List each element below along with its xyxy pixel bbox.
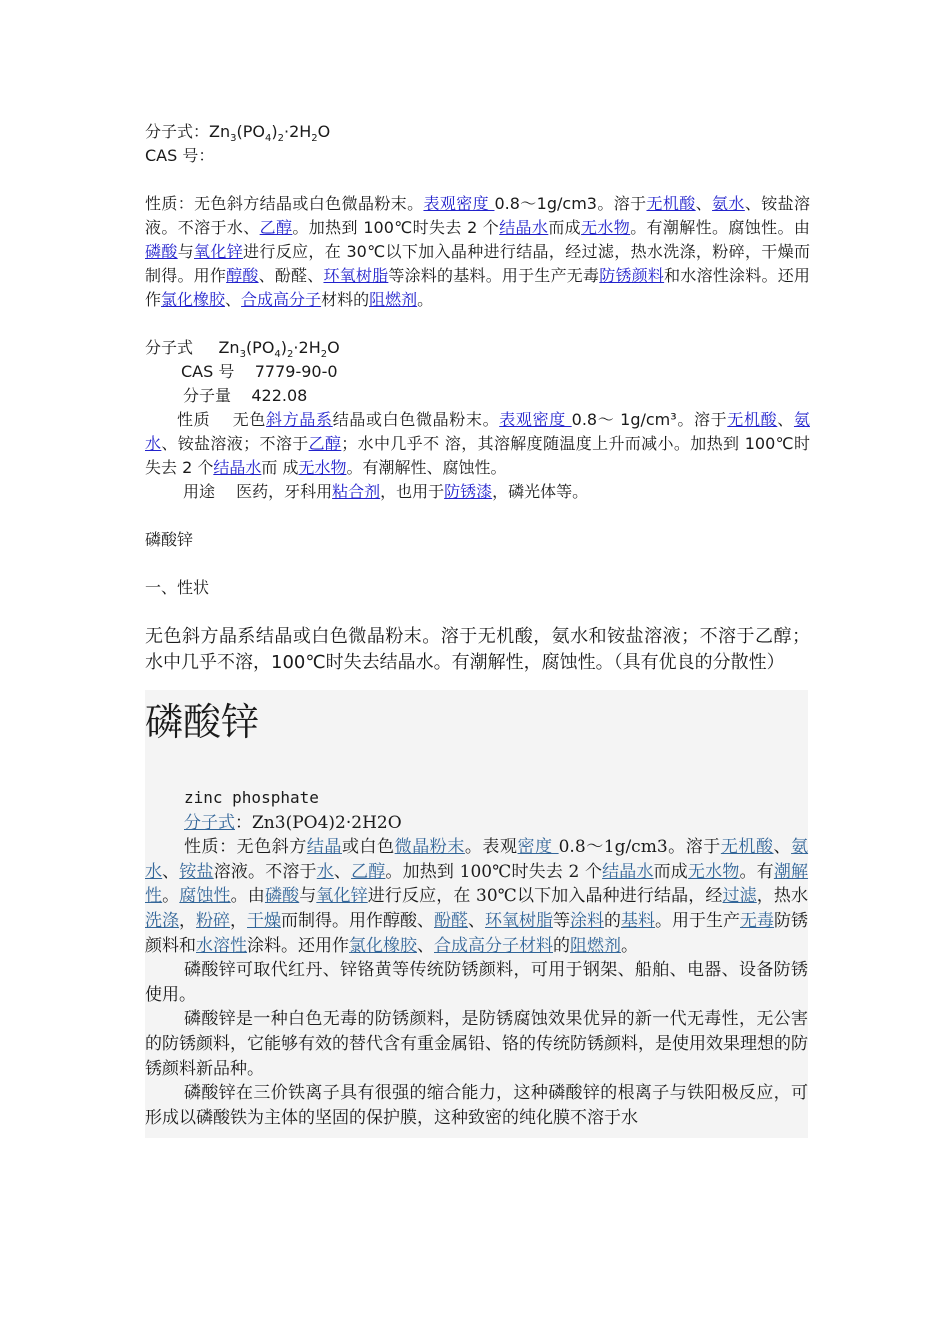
term-link[interactable]: 干燥 <box>247 910 281 931</box>
text-run: 用途 医药，牙科用 <box>183 482 333 501</box>
text-run: 。表观 <box>464 837 518 858</box>
term-link[interactable]: 防锈颜料 <box>599 266 665 285</box>
term-link[interactable]: 密度 <box>517 837 559 858</box>
term-link[interactable]: 水溶性 <box>196 935 247 956</box>
term-link[interactable]: 氯化橡胶 <box>161 290 226 309</box>
term-link[interactable]: 磷酸 <box>145 242 178 261</box>
text-run: 防锈颜料和 <box>145 910 808 956</box>
text-run: 与 <box>177 242 195 261</box>
text-run: 、 <box>468 910 485 931</box>
text-run: 或白色 <box>341 837 395 858</box>
section-summary <box>145 528 810 676</box>
text-run: 、铵盐溶液；不溶于 <box>161 434 309 453</box>
paragraph-replace: 磷酸锌可取代红丹、锌铬黄等传统防锈颜料，可用于钢架、船舶、电器、设备防锈使用。 <box>145 960 808 1005</box>
term-link[interactable]: 无机酸 <box>727 410 778 429</box>
cas-value: 7779-90-0 <box>254 362 338 381</box>
term-link[interactable]: 阻燃剂 <box>369 290 418 309</box>
text-run: 、 <box>417 935 434 956</box>
text-run: 、铵盐溶液。不溶于水、 <box>145 194 810 237</box>
text-run: 与 <box>299 886 317 907</box>
text-run: 。 <box>417 290 434 309</box>
english-name: zinc phosphate <box>184 788 319 807</box>
paragraph-nontoxic: 磷酸锌是一种白色无毒的防锈颜料，是防锈腐蚀效果优异的新一代无毒性，无公害的防锈颜料，它能够有效的替代含有重金属铅、铬的传统防锈颜料，是使用效果理想的防锈颜料新品种。 <box>145 1009 808 1079</box>
text-run: 。加热到 100℃时失去 2 个 <box>385 861 603 882</box>
term-link[interactable]: 结晶水 <box>602 861 654 882</box>
text-run: 而制得。用作醇酸、 <box>281 910 434 931</box>
encyclopedia-body <box>145 748 808 1130</box>
term-link[interactable]: 表观密度 <box>423 194 495 213</box>
term-link[interactable]: 乙醇 <box>351 861 386 882</box>
properties-entry <box>145 835 808 958</box>
mw-row <box>145 384 810 408</box>
text-run: 的 <box>553 935 570 956</box>
text-run: 性质：无色斜方结晶或白色微晶粉末。 <box>145 194 424 213</box>
term-link[interactable]: 酚醛 <box>434 910 468 931</box>
encyclopedia-title: 磷酸锌 <box>145 700 260 744</box>
text-run: 进行反应，在 30℃以下加入晶种进行结晶，经 <box>367 886 723 907</box>
text-run: 。用于生产 <box>655 910 740 931</box>
formula-label: 分子式： <box>145 122 210 141</box>
text-run: ，磷光体等。 <box>492 482 589 501</box>
term-link[interactable]: 乙醇 <box>259 218 293 237</box>
cas-row <box>145 360 810 384</box>
text-run: 。 <box>162 886 180 907</box>
term-link[interactable]: 结晶 <box>306 837 342 858</box>
mw-label: 分子量 <box>183 386 232 405</box>
formula-entry <box>145 811 808 836</box>
text-run: 等 <box>553 910 570 931</box>
term-link[interactable]: 无机酸 <box>720 837 774 858</box>
text-run: 、 <box>777 410 794 429</box>
term-link[interactable]: 氨水 <box>145 837 809 882</box>
term-link[interactable]: 乙醇 <box>308 434 342 453</box>
term-link[interactable]: 无水物 <box>687 861 740 882</box>
formula-value: $Zn_3(PO_4)_2\cdot 2H_2O$ <box>209 122 331 145</box>
term-link[interactable]: 合成高分子 <box>241 290 322 309</box>
text-run: 而成 <box>548 218 582 237</box>
term-link[interactable]: 环氧树脂 <box>485 910 553 931</box>
text-run: 0.8～1g/cm3。溶于 <box>558 837 721 858</box>
term-link[interactable]: 结晶水 <box>213 458 262 477</box>
properties-paragraph-2 <box>145 408 810 480</box>
formula-label-2: 分子式 <box>145 338 194 357</box>
text-run: 溶液。不溶于 <box>213 861 317 882</box>
text-run: 、 <box>225 290 242 309</box>
text-run: ，也用于 <box>380 482 445 501</box>
term-link[interactable]: 无水物 <box>581 218 631 237</box>
term-link[interactable]: 洗涤 <box>145 910 179 931</box>
summary-heading: 一、性状 <box>145 578 210 597</box>
text-run: ， <box>230 910 247 931</box>
text-run: 、 <box>695 194 713 213</box>
term-link[interactable]: 氧化锌 <box>194 242 244 261</box>
term-link[interactable]: 阻燃剂 <box>570 935 621 956</box>
summary-text: 无色斜方晶系结晶或白色微晶粉末。溶于无机酸，氨水和铵盐溶液；不溶于乙醇；水中几乎不溶，100℃时失去结晶水。有潮解性，腐蚀性。（具有优良的分散性） <box>145 626 810 673</box>
usage-row <box>145 480 810 504</box>
term-link[interactable]: 水 <box>316 861 334 882</box>
text-run: 材料的 <box>321 290 370 309</box>
text-run: 等涂料的基料。用于生产无毒 <box>388 266 600 285</box>
term-link[interactable]: 合成高分子材料 <box>434 935 553 956</box>
cas-label-2: CAS 号 <box>181 362 235 381</box>
text-run: 进行反应，在 30℃以下加入晶种进行结晶，经过滤，热水洗涤，粉碎，干燥而制得。用作 <box>145 242 810 285</box>
term-link[interactable]: 斜方晶系 <box>266 410 333 429</box>
paragraph-mechanism: 磷酸锌在三价铁离子具有很强的缩合能力，这种磷酸锌的根离子与铁阳极反应，可形成以磷酸铁为主体的坚固的保护膜，这种致密的纯化膜不溶于水 <box>145 1083 808 1128</box>
term-link[interactable]: 分子式 <box>184 812 235 833</box>
formula-value-2: $Zn_3(PO_4)_2\cdot 2H_2O$ <box>218 338 340 361</box>
text-run: 、 <box>162 861 180 882</box>
term-link[interactable]: 氨水 <box>712 194 745 213</box>
text-run: 。有潮解性。腐蚀性。由 <box>630 218 810 237</box>
text-run: 涂料。还用作 <box>247 935 349 956</box>
term-link[interactable]: 醇酸 <box>226 266 259 285</box>
text-run: 。由 <box>230 886 265 907</box>
term-link[interactable]: 结晶水 <box>499 218 549 237</box>
term-link[interactable]: 氯化橡胶 <box>349 935 417 956</box>
cas-line: CAS 号： <box>145 146 215 165</box>
text-run: 。有潮解性、腐蚀性。 <box>346 458 507 477</box>
text-run: 0.8～ 1g/cm³。溶于 <box>571 410 728 429</box>
section-basic-info <box>145 120 810 312</box>
term-link[interactable]: 无水物 <box>298 458 347 477</box>
term-link[interactable]: 涂料 <box>570 910 604 931</box>
term-link[interactable]: 氨水 <box>145 410 810 453</box>
term-link[interactable]: 无毒 <box>740 910 774 931</box>
text-run: 和水溶性涂料。还用作 <box>145 266 810 309</box>
term-link[interactable]: 微晶粉末 <box>394 837 465 858</box>
term-link[interactable]: 粉碎 <box>196 910 230 931</box>
term-link[interactable]: 铵盐 <box>179 861 214 882</box>
term-link[interactable]: 潮解性 <box>145 861 809 907</box>
document-page <box>145 120 810 1138</box>
mw-value: 422.08 <box>251 386 308 405</box>
section-spec-table <box>145 336 810 504</box>
text-run: 结晶或白色微晶粉末。 <box>332 410 500 429</box>
text-run: 性质：无色斜方 <box>184 837 307 858</box>
text-run: ；水中几乎不 溶，其溶解度随温度上升而减小。加热到 100℃时失去 2 个 <box>145 434 810 477</box>
term-link[interactable]: 过滤 <box>722 886 757 907</box>
formula-line <box>145 120 810 144</box>
properties-paragraph-1 <box>145 192 810 312</box>
text-run: 、 <box>333 861 352 882</box>
term-link[interactable]: 粘合剂 <box>332 482 381 501</box>
text-run: 。有 <box>739 861 774 882</box>
term-link[interactable]: 氧化锌 <box>316 886 368 907</box>
encyclopedia-box <box>145 690 808 1138</box>
term-link[interactable]: 表观密度 <box>499 410 572 429</box>
term-link[interactable]: 无机酸 <box>646 194 696 213</box>
text-run: 、酚醛、 <box>258 266 324 285</box>
text-run: 、 <box>773 837 792 858</box>
term-link[interactable]: 防锈漆 <box>444 482 493 501</box>
text-run: 。 <box>621 935 638 956</box>
term-link[interactable]: 环氧树脂 <box>323 266 389 285</box>
text-run: ，热水 <box>756 886 809 907</box>
text-run: 的 <box>604 910 621 931</box>
text-run: 性质 无色 <box>177 410 267 429</box>
summary-title: 磷酸锌 <box>145 530 194 549</box>
term-link[interactable]: 磷酸 <box>264 886 300 907</box>
formula-row <box>145 336 810 360</box>
text-run: 而成 <box>653 861 688 882</box>
term-link[interactable]: 腐蚀性 <box>179 886 231 907</box>
term-link[interactable]: 基料 <box>621 910 655 931</box>
text-run: ：Zn3(PO4)2·2H2O <box>235 812 402 833</box>
text-run: 0.8～1g/cm3。溶于 <box>494 194 647 213</box>
text-run: 而 成 <box>261 458 299 477</box>
text-run: ， <box>179 910 196 931</box>
text-run: 。加热到 100℃时失去 2 个 <box>292 218 500 237</box>
